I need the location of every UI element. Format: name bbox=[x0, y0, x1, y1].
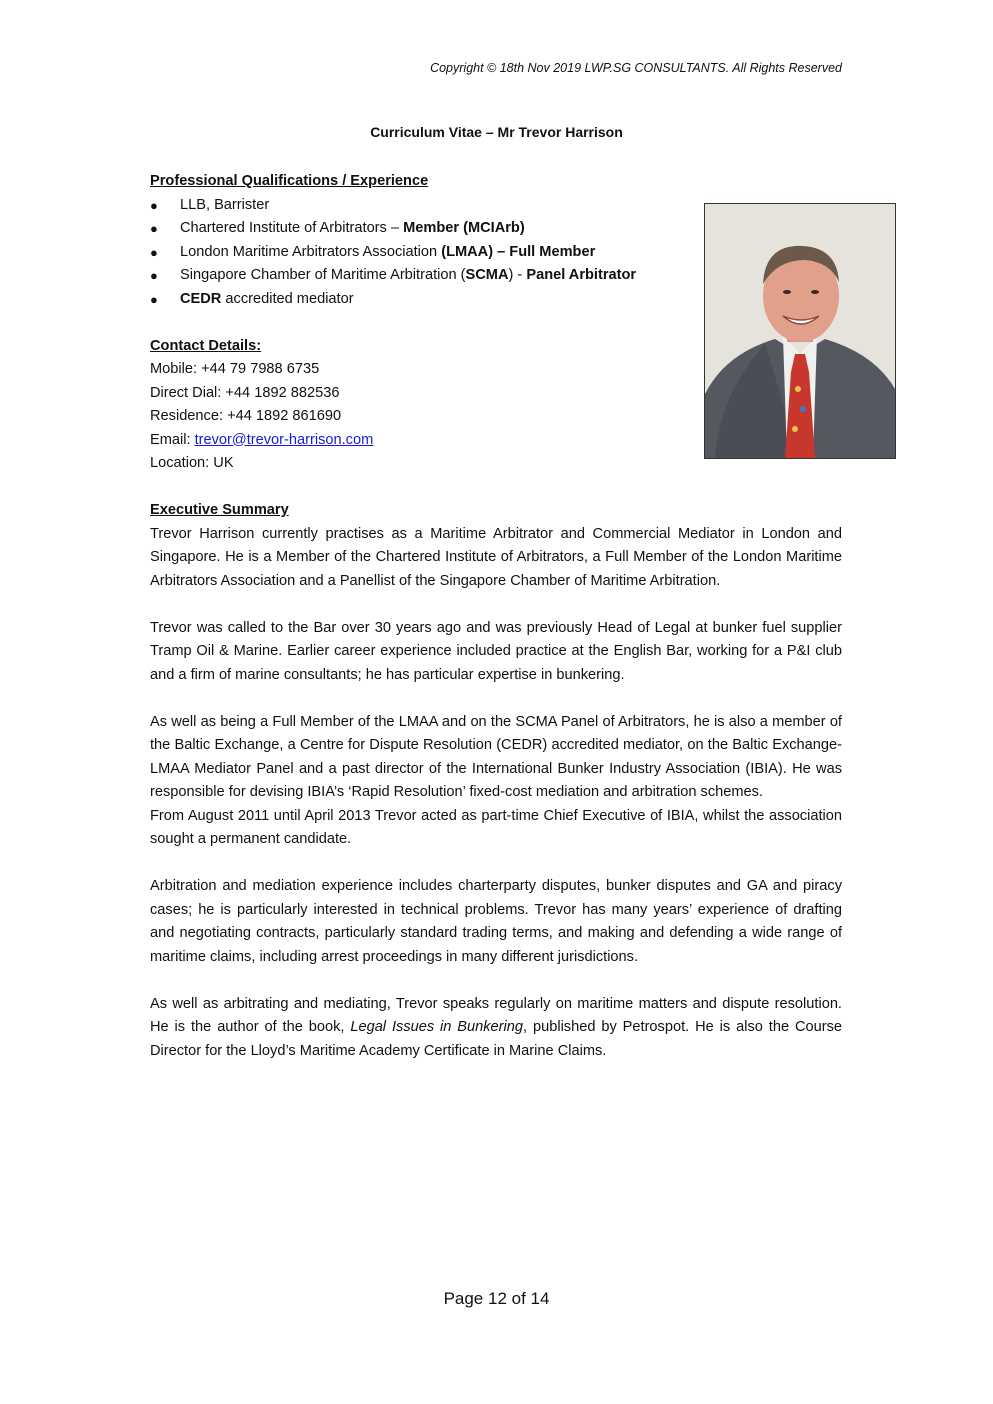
list-item-text: Singapore Chamber of Maritime Arbitration ( bbox=[180, 267, 466, 283]
bullet-icon: ● bbox=[150, 197, 158, 213]
summary-paragraph: Trevor Harrison currently practises as a Maritime Arbitrator and Commercial Mediator in London and Singapore. He is a Member of the Chartered Institute of Arbitrators, a Full Member of the London Maritime Arbitrators Association and a Panellist of the Singapore Chamber of Maritime Arbitration. bbox=[150, 525, 842, 589]
bullet-icon: ● bbox=[150, 268, 158, 283]
page-number: Page 12 of 14 bbox=[443, 1289, 550, 1308]
location: Location: UK bbox=[150, 455, 234, 471]
mobile-number: Mobile: +44 79 7988 6735 bbox=[150, 361, 320, 377]
document-title: Curriculum Vitae – Mr Trevor Harrison bbox=[370, 124, 623, 140]
qualifications-heading: Professional Qualifications / Experience bbox=[150, 173, 429, 189]
paragraph-text: , published by Petrospot. He is also the Course Director for the Lloyd’s Maritime Academy Certificate in Marine Claims. bbox=[150, 1019, 843, 1059]
copyright-notice: Copyright © 18th Nov 2019 LWP.SG CONSULTANTS. All Rights Reserved bbox=[430, 61, 842, 75]
email-label: Email: bbox=[150, 431, 195, 448]
list-item-bold: SCMA bbox=[465, 267, 509, 283]
bullet-icon: ● bbox=[150, 244, 158, 260]
email-link[interactable]: trevor@trevor-harrison.com bbox=[194, 431, 374, 448]
list-item-text: accredited mediator bbox=[221, 290, 354, 307]
portrait-illustration bbox=[705, 204, 895, 458]
summary-paragraph bbox=[150, 993, 842, 1064]
list-item-text: LLB, Barrister bbox=[180, 196, 270, 213]
portrait-photo bbox=[704, 203, 896, 459]
direct-dial-number: Direct Dial: +44 1892 882536 bbox=[150, 384, 340, 401]
paragraph-text: As well as arbitrating and mediating, Trevor speaks regularly on maritime matters and dispute resolution. He is the author of the book, bbox=[150, 995, 842, 1035]
list-item-text: London Maritime Arbitrators Association bbox=[180, 243, 442, 260]
executive-summary bbox=[150, 499, 842, 1063]
summary-paragraph: From August 2011 until April 2013 Trevor acted as part-time Chief Executive of IBIA, whilst the association sought a permanent candidate. bbox=[150, 807, 842, 847]
residence-number: Residence: +44 1892 861690 bbox=[150, 408, 342, 424]
bullet-icon: ● bbox=[150, 291, 158, 307]
list-item-bold: (LMAA) – Full Member bbox=[441, 243, 596, 260]
summary-paragraph: Arbitration and mediation experience includes charterparty disputes, bunker disputes and GA and piracy cases; he is particularly interested in technical problems. Trevor has many years’ experience of drafting and negotiating contracts, particularly standard trading terms, and making and defending a wide range of maritime claims, including arrest proceedings in many different jurisdictions. bbox=[150, 878, 842, 965]
list-item-bold: Member (MCIArb) bbox=[403, 220, 525, 236]
list-item-bold: CEDR bbox=[180, 290, 222, 307]
contact-heading: Contact Details: bbox=[150, 337, 262, 354]
list-item-text: Chartered Institute of Arbitrators – bbox=[180, 220, 404, 236]
bullet-icon: ● bbox=[150, 221, 158, 236]
summary-paragraph: Trevor was called to the Bar over 30 years ago and was previously Head of Legal at bunker fuel supplier Tramp Oil & Marine. Earlier career experience included practice at the English Bar, working for a P&I club and a firm of marine consultants; he has particular expertise in bunkering. bbox=[150, 619, 842, 683]
book-title: Legal Issues in Bunkering bbox=[350, 1019, 524, 1035]
list-item-text: ) - bbox=[508, 267, 527, 283]
summary-heading: Executive Summary bbox=[150, 502, 289, 518]
summary-paragraph: As well as being a Full Member of the LMAA and on the SCMA Panel of Arbitrators, he is also a member of the Baltic Exchange, a Centre for Dispute Resolution (CEDR) accredited mediator, on the Baltic Exchange-LMAA Mediator Panel and a past director of the International Bunker Industry Association (IBIA). He was responsible for devising IBIA’s ‘Rapid Resolution’ fixed-cost mediation and arbitration schemes. bbox=[150, 713, 842, 800]
list-item-bold: Panel Arbitrator bbox=[526, 267, 637, 283]
